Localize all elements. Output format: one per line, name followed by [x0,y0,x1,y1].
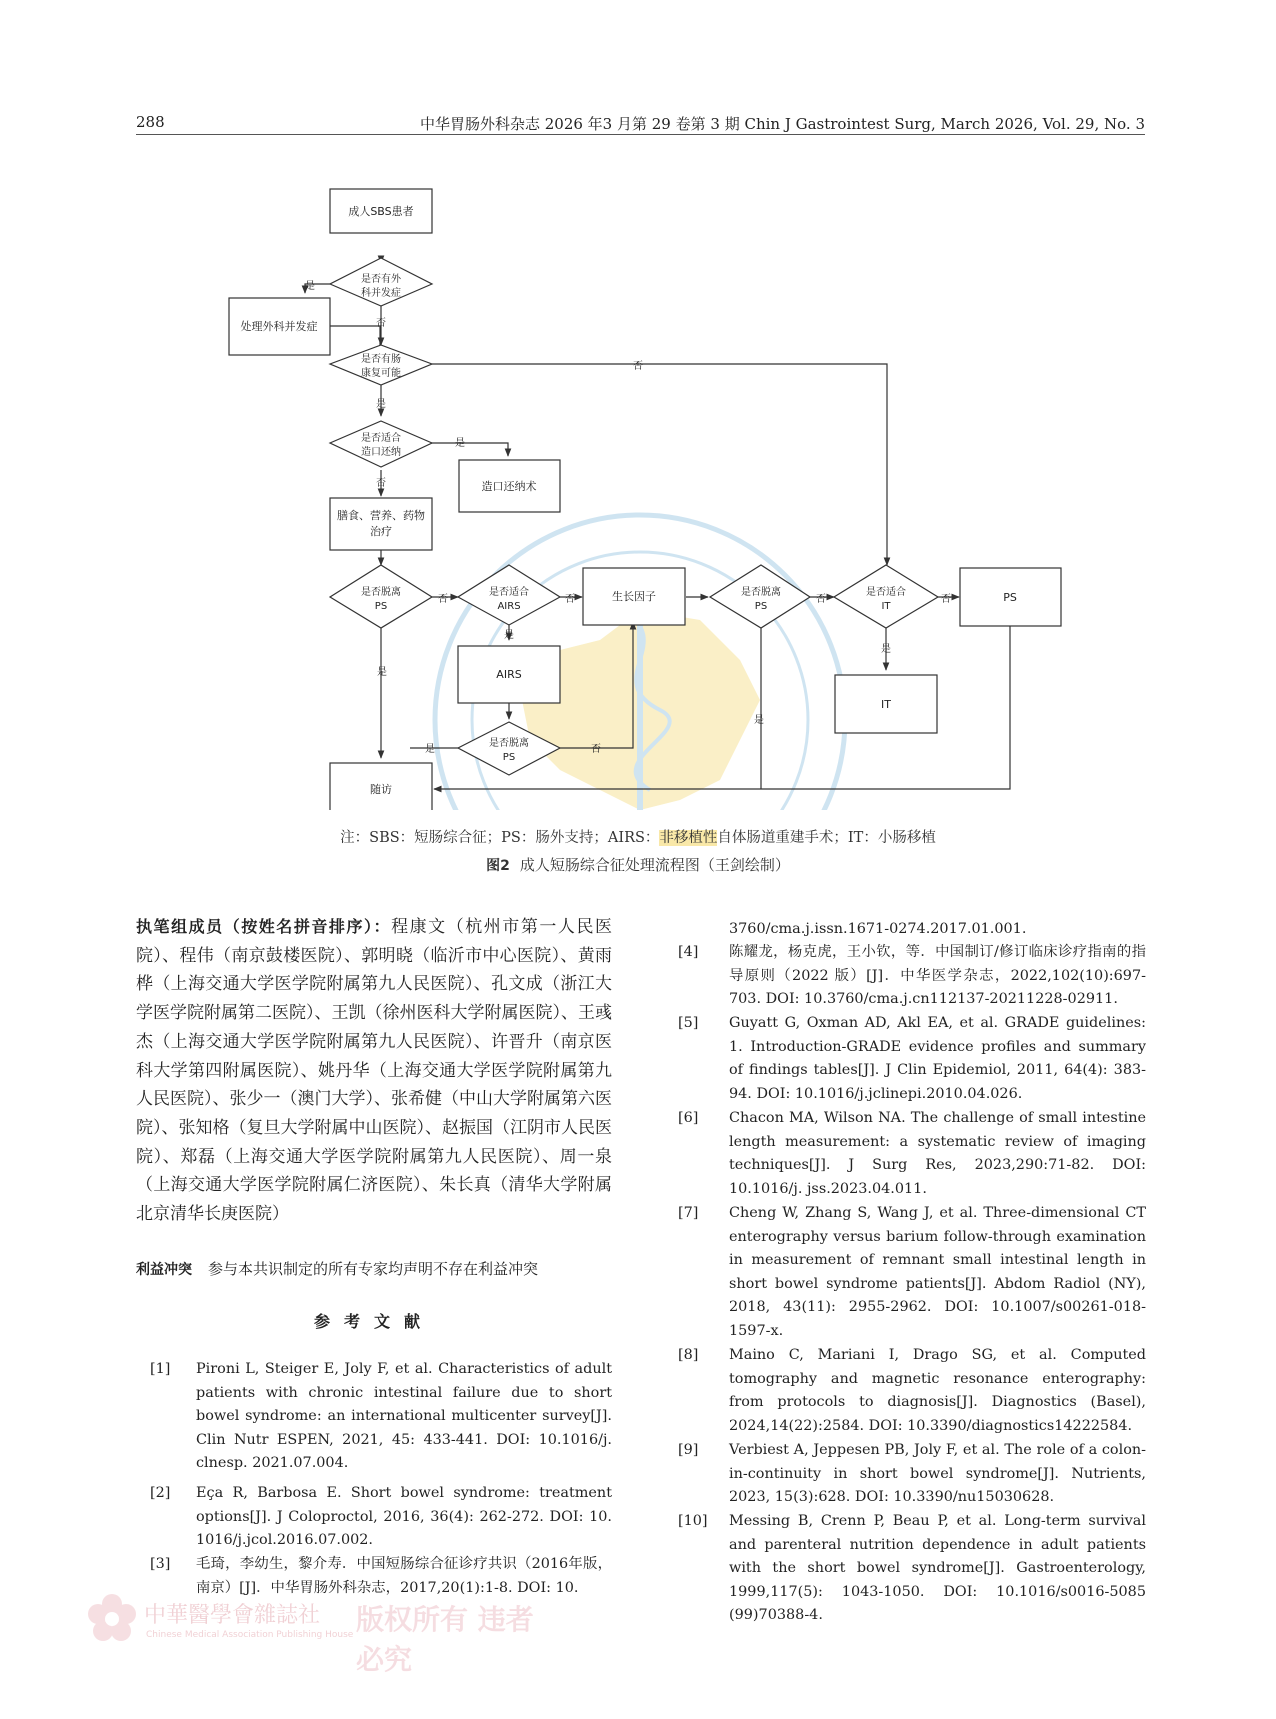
references-title: 参考文献 [313,1312,434,1331]
label-yes: 是 [376,399,386,410]
reference-number: [10] [678,1513,708,1529]
q-stoma-line2: 造口还纳 [361,447,401,458]
q-rehab-line2: 康复可能 [361,368,401,379]
reference-item [678,1439,1146,1510]
label-no: 否 [376,318,386,329]
q-wean1-line1: 是否脱离 [361,587,401,598]
figure-note [0,826,1276,847]
node-airs: AIRS [496,668,522,681]
reference-text: Verbiest A, Jeppesen PB, Joly F, et al. The role of a colon-in-continuity in short bowel syndrome[J]. Nutrients, 2023, 15(3):628. DOI: 10.3390/nu15030628. [729,1442,1146,1506]
q-it-line2: IT [881,601,891,612]
label-no: 否 [376,478,386,489]
q-airs-line1: 是否适合 [489,587,529,598]
label-no: 否 [941,594,951,605]
q-airs-line2: AIRS [497,601,521,612]
label-no: 否 [816,594,826,605]
q-wean3-line2: PS [754,601,768,612]
reference-item [678,1510,1146,1628]
authors-paragraph [136,913,612,1229]
q-it-line1: 是否适合 [866,587,906,598]
authors-lead: 执笔组成员（按姓名拼音排序）： [136,917,392,936]
figure-note-text: 注：SBS：短肠综合征；PS：肠外支持；AIRS： [340,830,660,846]
reference-number: [3] [150,1556,171,1572]
q-stoma-line1: 是否适合 [361,433,401,444]
conflict-of-interest [136,1258,612,1279]
q-wean1-line2: PS [374,601,388,612]
label-no: 否 [591,744,601,755]
node-followup: 随访 [370,783,392,796]
copyright-notice: 版权所有 违者必究 [356,1603,534,1676]
authors-text: 程康文（杭州市第一人民医院）、程伟（南京鼓楼医院）、郭明晓（临沂市中心医院）、黄雨桦（上海交通大学医学院附属第九人民医院）、孔文成（浙江大学医学院附属第二医院）、王凯（徐州医科大学附属医院）、王彧杰（上海交通大学医学院附属第九人民医院）、许晋升（南京医科大学第四附属医院）、姚丹华（上海交通大学医学院附属第九人民医院）、张少一（澳门大学）、张希健（中山大学附属第六医院）、张知格（复旦大学附属中山医院）、赵振国（江阴市人民医院）、郑磊（上海交通大学医学院附属第九人民医院）、周一泉（上海交通大学医学院附属仁济医院）、朱长真（清华大学附属北京清华长庚医院） [136,917,612,1225]
reference-text: Chacon MA, Wilson NA. The challenge of small intestine length measurement: a systematic review of imaging techniques[J]. J Surg Res, 2023,290:71-82. DOI: 10.1016/j. jss.2023.04.011. [729,1110,1146,1197]
node-growth: 生长因子 [612,590,656,603]
reference-item [678,1012,1146,1106]
reference-number: [2] [150,1485,171,1501]
conflict-text: 参与本共识制定的所有专家均声明不存在利益冲突 [208,1260,539,1278]
label-no: 否 [633,361,643,372]
reference-item [150,1482,612,1553]
node-start: 成人SBS患者 [348,205,414,218]
figure-caption [0,854,1276,875]
reference-text: Eça R, Barbosa E. Short bowel syndrome: treatment options[J]. J Coloproctol, 2016, 36(4): 262-272. DOI: 10. 1016/j.jcol.2016.07.002. [196,1485,612,1549]
header-rule [136,134,1145,135]
node-diet-line2: 治疗 [370,525,392,538]
publisher-name: 中華醫學會雜誌社 [144,1603,321,1628]
label-no: 否 [565,594,575,605]
publisher-footer [86,1592,546,1676]
reference-number: [1] [150,1361,171,1377]
flowchart [200,170,1080,810]
reference-item [678,1344,1146,1438]
label-yes: 是 [305,281,315,292]
label-yes: 是 [504,630,514,641]
q-rehab-line1: 是否有肠 [361,354,401,365]
node-diet-line1: 膳食、营养、药物 [337,509,425,522]
q-wean2-line2: PS [502,752,516,763]
reference-number: [5] [678,1015,699,1031]
reference-item [678,941,1146,1012]
q-surgical-line2: 科并发症 [361,288,401,299]
q-wean3-line1: 是否脱离 [741,587,781,598]
publisher-name-en: Chinese Medical Association Publishing House [146,1630,354,1640]
reference-continued: 3760/cma.j.issn.1671-0274.2017.01.001. [729,921,1027,937]
reference-text: Cheng W, Zhang S, Wang J, et al. Three-dimensional CT enterography versus barium follow-through examination in measurement of remnant small intestinal length in short bowel syndrome patients[J]. Abdom Radiol (NY), 2018, 43(11): 2955-2962. DOI: 10.1007/s00261-018-1597-x. [729,1205,1146,1339]
reference-item [150,1358,612,1476]
q-wean2-line1: 是否脱离 [489,738,529,749]
figure-note-highlight: 非移植性 [659,830,718,846]
reference-number: [9] [678,1442,699,1458]
label-yes: 是 [377,667,387,678]
reference-number: [7] [678,1205,699,1221]
reference-text: Maino C, Mariani I, Drago SG, et al. Computed tomography and magnetic resonance enterography: from protocols to diagnosis[J]. Diagnostics (Basel), 2024,14(22):2584. DOI: 10.3390/diagnostics14222584. [729,1347,1146,1434]
reference-text: Pironi L, Steiger E, Joly F, et al. Characteristics of adult patients with chronic intestinal failure due to short bowel syndrome: an international multicenter survey[J]. Clin Nutr ESPEN, 2021, 45: 433-441. DOI: 10.1016/j. clnesp. 2021.07.004. [196,1361,612,1472]
node-stoma-surgery: 造口还纳术 [481,480,537,493]
reference-item [678,1202,1146,1344]
label-yes: 是 [754,715,764,726]
reference-number: [4] [678,944,699,960]
node-ps: PS [1003,591,1017,604]
reference-text: Guyatt G, Oxman AD, Akl EA, et al. GRADE guidelines: 1. Introduction-GRADE evidence profiles and summary of findings tables[J]. J Clin Epidemiol, 2011, 64(4): 383-94. DOI: 10.1016/j.jclinepi.2010.04.026. [729,1015,1146,1102]
label-yes: 是 [881,644,891,655]
label-no: 否 [438,594,448,605]
q-surgical-line1: 是否有外 [361,274,401,285]
label-yes: 是 [455,438,465,449]
reference-number: [6] [678,1110,699,1126]
flower-logo-icon [86,1592,138,1644]
reference-item [678,1107,1146,1201]
reference-text: 毛琦，李幼生，黎介寿．中国短肠综合征诊疗共识（2016年版，南京）[J]．中华胃肠外科杂志，2017,20(1):1-8. DOI: 10. [196,1556,612,1596]
label-yes: 是 [425,744,435,755]
running-head: 中华胃肠外科杂志 2026 年3 月第 29 卷第 3 期 Chin J Gastrointest Surg, March 2026, Vol. 29, No. 3 [419,115,1145,133]
figure-label: 图2 [486,858,510,874]
conflict-label: 利益冲突 [136,1262,192,1278]
reference-text: Messing B, Crenn P, Beau P, et al. Long-term survival and parenteral nutrition dependence in adult patients with the short bowel syndrome[J]. Gastroenterology, 1999,117(5): 1043-1050. DOI: 10.1016/s0016-5085 (99)70388-4. [729,1513,1146,1624]
page-number: 288 [136,113,165,131]
node-it: IT [881,698,891,711]
reference-text: 陈耀龙，杨克虎，王小钦，等．中国制订/修订临床诊疗指南的指导原则（2022 版）[J]．中华医学杂志，2022,102(10):697-703. DOI: 10.3760/cma.j.cn112137-20211228-02911. [729,944,1146,1008]
figure-caption-text: 成人短肠综合征处理流程图（王剑绘制） [519,856,790,874]
reference-number: [8] [678,1347,699,1363]
figure-note-text: 自体肠道重建手术；IT：小肠移植 [717,830,936,846]
node-treat-surgical: 处理外科并发症 [240,320,318,333]
